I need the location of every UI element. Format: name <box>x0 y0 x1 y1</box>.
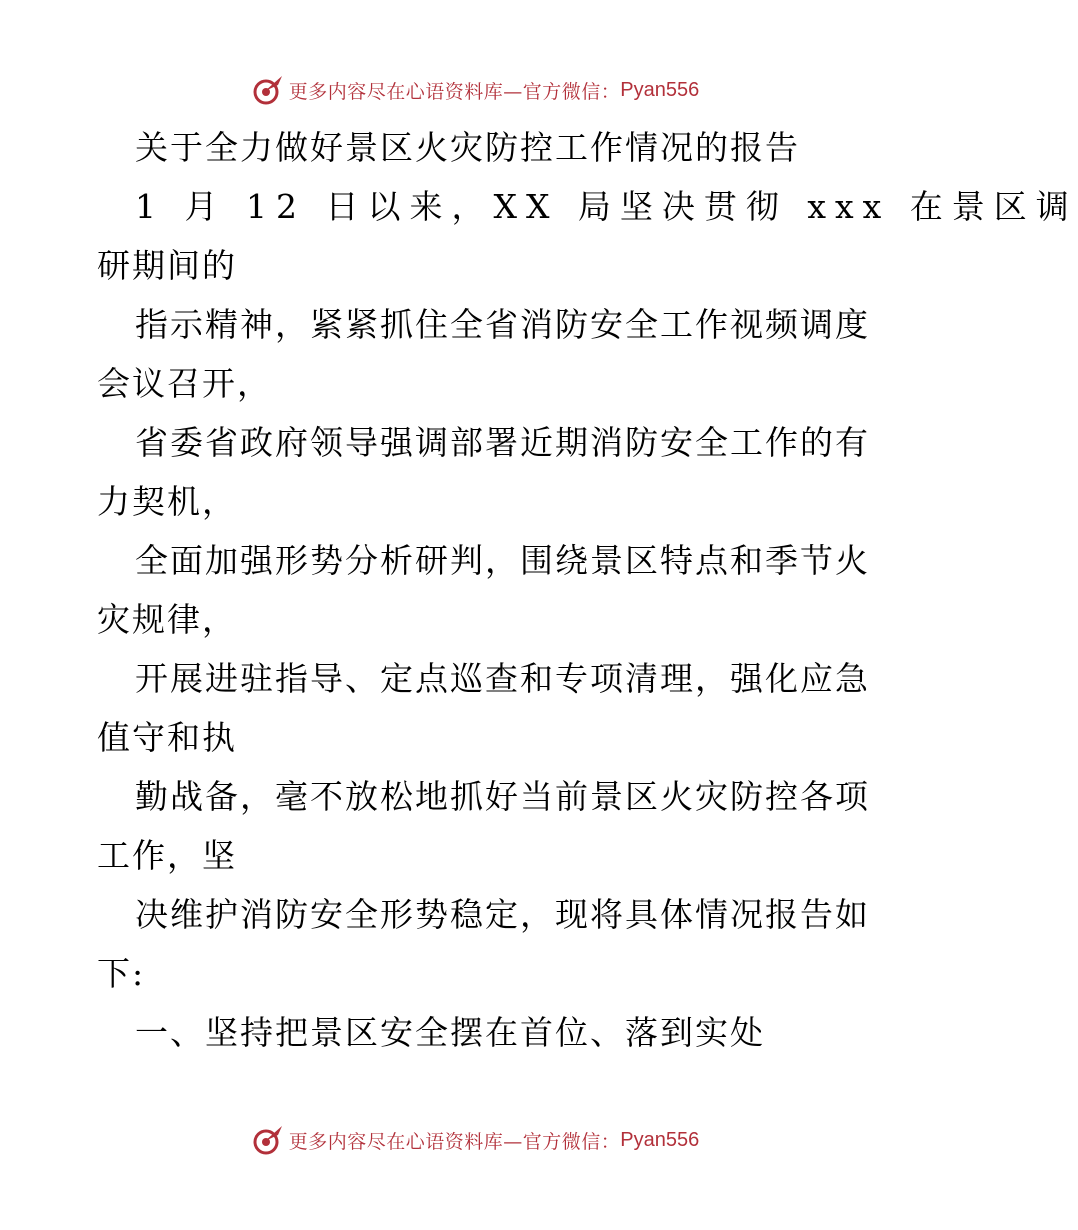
footer-watermark <box>0 1120 950 1160</box>
paragraph-line: 全面加强形势分析研判，围绕景区特点和季节火 <box>135 541 870 580</box>
paragraph-line: 下: <box>97 954 146 993</box>
paragraph-line: 决维护消防安全形势稳定，现将具体情况报告如 <box>135 895 870 934</box>
quill-logo-icon <box>251 1123 285 1157</box>
paragraph-line: 会议召开， <box>97 364 272 403</box>
paragraph-line: 指示精神，紧紧抓住全省消防安全工作视频调度 <box>135 305 870 344</box>
paragraph-line: 工作，坚 <box>97 836 237 875</box>
watermark-wechat-id: Pyan556 <box>620 78 700 101</box>
paragraph-line: 勤战备，毫不放松地抓好当前景区火灾防控各项 <box>135 777 870 816</box>
paragraph-line: 力契机， <box>97 482 237 521</box>
header-watermark <box>0 70 950 110</box>
document-body <box>97 118 1078 1062</box>
watermark-text: 更多内容尽在心语资料库—官方微信： <box>288 1130 621 1153</box>
paragraph-line: 研期间的 <box>97 246 237 285</box>
quill-logo-icon <box>251 73 285 107</box>
section-heading: 一、坚持把景区安全摆在首位、落到实处 <box>135 1013 765 1052</box>
watermark-text: 更多内容尽在心语资料库—官方微信： <box>288 80 621 103</box>
paragraph-line: 灾规律， <box>97 600 237 639</box>
paragraph-line: 值守和执 <box>97 718 237 757</box>
paragraph-line: 1 月 12 日以来，XX 局坚决贯彻 xxx 在景区调 <box>135 187 1078 226</box>
paragraph-line: 开展进驻指导、定点巡查和专项清理，强化应急 <box>135 659 870 698</box>
paragraph-line: 省委省政府领导强调部署近期消防安全工作的有 <box>135 423 870 462</box>
document-title: 关于全力做好景区火灾防控工作情况的报告 <box>135 128 800 167</box>
watermark-wechat-id: Pyan556 <box>620 1128 700 1151</box>
